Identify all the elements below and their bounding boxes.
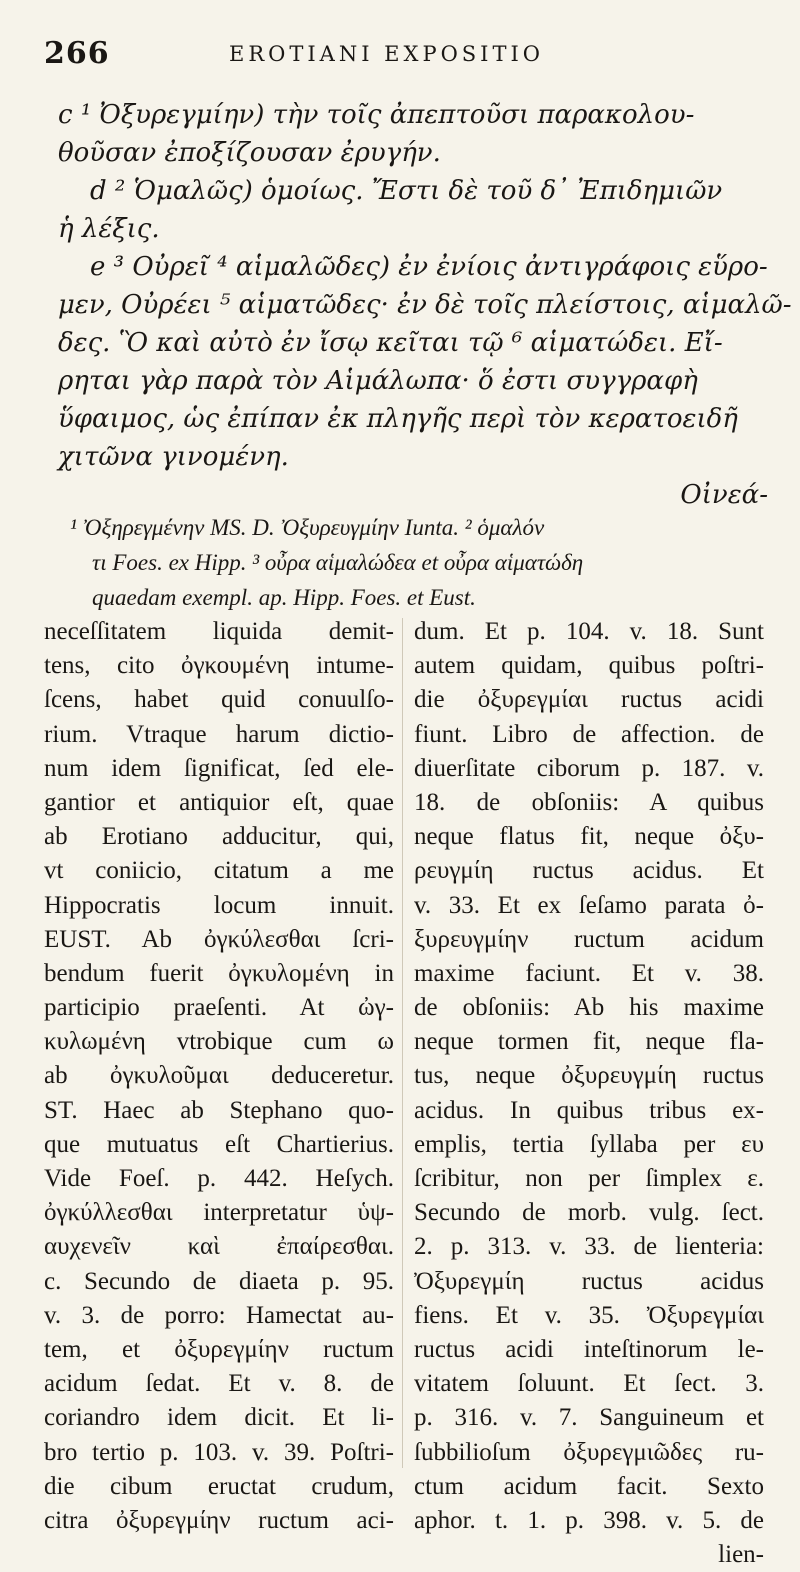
page-header <box>44 36 744 76</box>
text-line: v. 33. Et ex ſeſamo parata ὀ- <box>414 891 764 919</box>
page-number: 266 <box>44 36 110 71</box>
text-line: fiens. Et v. 35. Ὀξυρεγμίαι <box>414 1301 764 1329</box>
text-line: bendum fuerit ὀγκυλομένη in <box>44 959 394 987</box>
text-line: neque tormen fit, neque fla- <box>414 1028 764 1056</box>
greek-line: δες. Ὃ καὶ αὐτὸ ἐν ἴσῳ κεῖται τῷ ⁶ αἱματώδει. Εἴ- <box>58 328 723 358</box>
text-line: 18. de obſoniis: A quibus <box>414 788 764 816</box>
footnote-line: quaedam exempl. ap. Hipp. Foes. et Eust. <box>92 585 476 610</box>
text-line: vt coniicio, citatum a me <box>44 857 394 885</box>
text-line: dum. Et p. 104. v. 18. Sunt <box>414 618 764 645</box>
text-line: ST. Haec ab Stephano quo- <box>44 1096 394 1124</box>
text-line: κυλωμένη vtrobique cum ω <box>44 1028 394 1056</box>
text-line: rium. Vtraque harum dictio- <box>44 720 394 748</box>
text-line: acidus. In quibus tribus ex- <box>414 1096 764 1124</box>
commentary-left-column <box>44 615 394 1538</box>
text-line: aphor. t. 1. p. 398. v. 5. de <box>414 1506 764 1534</box>
text-line: que mutuatus eſt Chartierius. <box>44 1130 394 1158</box>
text-line: c. Secundo de diaeta p. 95. <box>44 1267 394 1295</box>
text-line: ſubbilioſum ὀξυρεγμιῶδες ru- <box>414 1438 764 1466</box>
commentary-right-column <box>414 615 764 1572</box>
text-line: ſcribitur, non per ſimplex ε. <box>414 1165 764 1192</box>
text-line: maxime faciunt. Et v. 38. <box>414 959 764 987</box>
text-line: tus, neque ὀξυρευγμίη ructus <box>414 1062 764 1090</box>
footnote-line: τι Foes. ex Hipp. ³ οὖρα αἱμαλώδεα et οὖρα αἱματώδη <box>92 550 584 575</box>
text-line: neque flatus fit, neque ὀξυ- <box>414 823 764 851</box>
greek-line: ρηται γὰρ παρὰ τὸν Αἱμάλωπα· ὅ ἐστι συγγραφὴ <box>58 366 698 396</box>
text-line: ctum acidum facit. Sexto <box>414 1472 764 1500</box>
greek-line: e ³ Οὐρεῖ ⁴ αἱμαλῶδες) ἐν ἐνίοις ἀντιγράφοις εὕρο- <box>90 252 768 282</box>
greek-main-text <box>58 96 792 514</box>
running-title: EROTIANI EXPOSITIO <box>229 42 544 66</box>
text-line: citra ὀξυρεγμίην ructum aci- <box>44 1506 394 1534</box>
footnotes <box>70 510 764 615</box>
text-line: bro tertio p. 103. v. 39. Poſtri- <box>44 1438 394 1466</box>
text-line: neceſſitatem liquida demit- <box>44 618 394 645</box>
greek-line: c ¹ Ὀξυρεγμίην) τὴν τοῖς ἀπεπτοῦσι παρακολου- <box>58 100 695 130</box>
text-line: acidum ſedat. Et v. 8. de <box>44 1370 394 1398</box>
catchword: Οἰνεά- <box>680 480 768 510</box>
text-line: tem, et ὀξυρεγμίην ructum <box>44 1335 394 1363</box>
greek-line: d ² Ὁμαλῶς) ὁμοίως. Ἔστι δὲ τοῦ δ᾽ Ἐπιδημιῶν <box>90 176 723 206</box>
text-line: ὀγκύλλεσθαι interpretatur ὑψ- <box>44 1199 394 1227</box>
text-line: emplis, tertia ſyllaba per ευ <box>414 1130 764 1158</box>
column-divider <box>402 618 403 1468</box>
text-line: Ὀξυρεγμίη ructus acidus <box>414 1267 764 1295</box>
text-line: ξυρευγμίην ructum acidum <box>414 925 764 953</box>
text-line: 2. p. 313. v. 33. de lienteria: <box>414 1233 764 1261</box>
text-line: ructus acidi inteſtinorum le- <box>414 1335 764 1363</box>
text-line: Hippocratis locum innuit. <box>44 891 394 919</box>
text-line: participio praeſenti. At ὠγ- <box>44 994 394 1022</box>
greek-line: θοῦσαν ἐποξίζουσαν ἐρυγήν. <box>58 138 441 168</box>
text-line: ρευγμίη ructus acidus. Et <box>414 857 764 885</box>
text-line: ab ὀγκυλοῦμαι deduceretur. <box>44 1062 394 1090</box>
text-line: v. 3. de porro: Hamectat au- <box>44 1301 394 1329</box>
greek-line: ἡ λέξις. <box>58 214 160 244</box>
text-line: num idem ſignificat, ſed ele- <box>44 754 394 782</box>
greek-line: ὕφαιμος, ὡς ἐπίπαν ἐκ πληγῆς περὶ τὸν κερατοειδῆ <box>58 404 738 434</box>
catchword: lien- <box>718 1541 764 1569</box>
text-line: p. 316. v. 7. Sanguineum et <box>414 1404 764 1432</box>
text-line: Vide Foeſ. p. 442. Heſych. <box>44 1165 394 1192</box>
text-line: tens, cito ὀγκουμένη intume- <box>44 652 394 680</box>
text-line: de obſoniis: Ab his maxime <box>414 994 764 1022</box>
text-line: αυχενεῖν καὶ ἐπαίρεσθαι. <box>44 1233 394 1261</box>
text-line: vitatem ſoluunt. Et ſect. 3. <box>414 1370 764 1398</box>
greek-line: χιτῶνα γινομένη. <box>58 442 289 472</box>
text-line: EUST. Ab ὀγκύλεσθαι ſcri- <box>44 925 394 953</box>
text-line: gantior et antiquior eſt, quae <box>44 788 394 816</box>
greek-line: μεν, Οὐρέει ⁵ αἱματῶδες· ἐν δὲ τοῖς πλείστοις, αἱμαλῶ- <box>58 290 792 320</box>
text-line: diuerſitate ciborum p. 187. v. <box>414 754 764 782</box>
text-line: ab Erotiano adducitur, qui, <box>44 823 394 851</box>
text-line: coriandro idem dicit. Et li- <box>44 1404 394 1432</box>
text-line: autem quidam, quibus poſtri- <box>414 652 764 680</box>
footnote-line: ¹ Ὀξηρεγμένην MS. D. Ὀξυρευγμίην Iunta. ² ὁμαλόν <box>70 515 545 540</box>
text-line: fiunt. Libro de affection. de <box>414 720 764 748</box>
text-line: ſcens, habet quid conuulſo- <box>44 686 394 714</box>
text-line: Secundo de morb. vulg. ſect. <box>414 1199 764 1227</box>
text-line: die ὀξυρεγμίαι ructus acidi <box>414 686 764 714</box>
text-line: die cibum eructat crudum, <box>44 1472 394 1500</box>
